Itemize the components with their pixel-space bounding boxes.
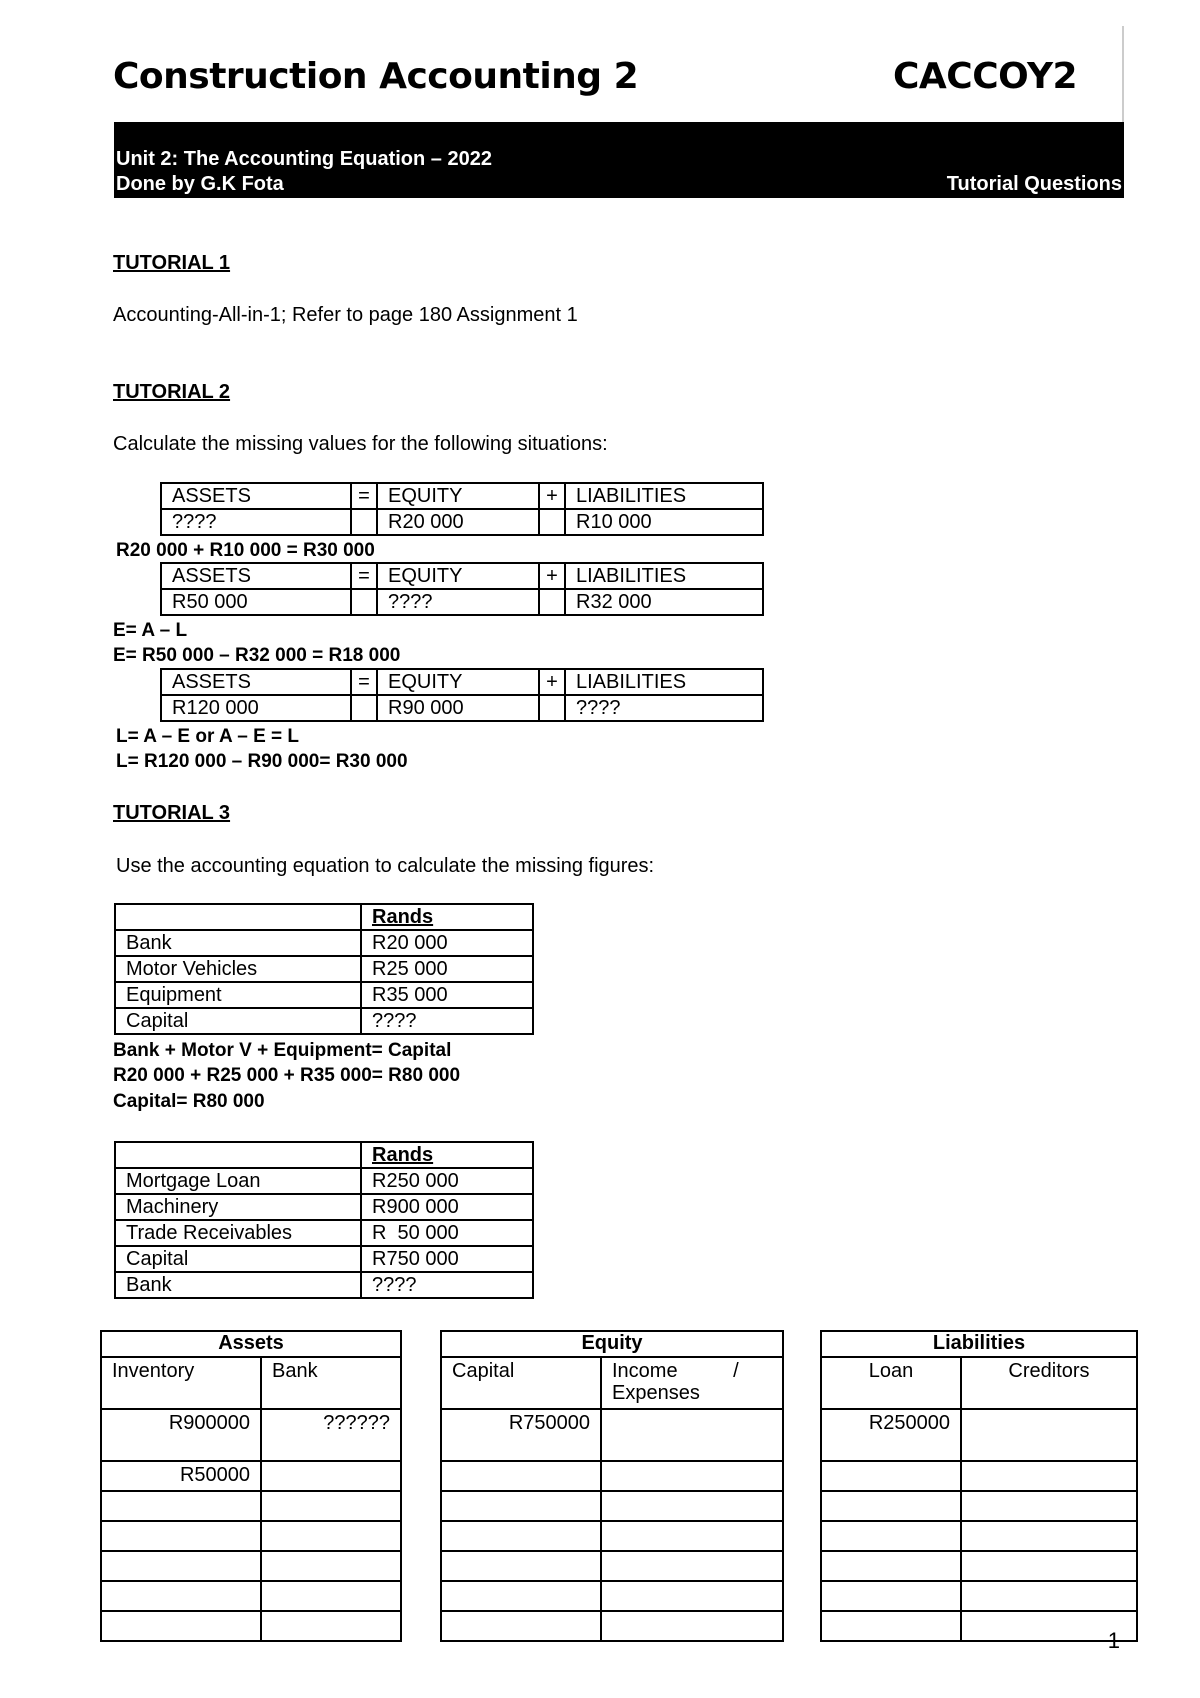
tutorial-2-intro: Calculate the missing values for the following situations: [113,433,608,455]
assets-value: R50 000 [161,589,351,615]
table-row: Motor Vehicles R25 000 [115,956,533,982]
liabilities-value: R32 000 [565,589,763,615]
assets-grid-title: Assets [101,1331,401,1357]
equals-sign: = [351,483,377,509]
table-row: Equipment R35 000 [115,982,533,1008]
equation-table-2 [160,562,764,616]
plus-sign: + [539,669,565,695]
document-title: Construction Accounting 2 [113,56,639,97]
table-row: Capital R750 000 [115,1246,533,1272]
tutorial-2-heading: TUTORIAL 2 [113,381,231,403]
answer-line: R20 000 + R25 000 + R35 000= R80 000 [113,1065,461,1086]
plus-sign: + [539,563,565,589]
liabilities-grid-title: Liabilities [821,1331,1137,1357]
assets-label: ASSETS [161,669,351,695]
equity-grid-title: Equity [441,1331,783,1357]
course-code: CACCOY2 [893,56,1078,97]
table-row: Trade Receivables R 50 000 [115,1220,533,1246]
equals-sign: = [351,669,377,695]
liabilities-value: R10 000 [565,509,763,535]
answer-line: L= R120 000 – R90 000= R30 000 [116,751,408,772]
equity-value: R20 000 [377,509,539,535]
equity-label: EQUITY [377,563,539,589]
assets-label: ASSETS [161,483,351,509]
equals-sign: = [351,563,377,589]
table-row: Bank R20 000 [115,930,533,956]
equity-grid: Equity Capital Income / Expenses R750000 [440,1330,784,1642]
liabilities-label: LIABILITIES [565,669,763,695]
answer-line: Bank + Motor V + Equipment= Capital [113,1040,452,1061]
liabilities-label: LIABILITIES [565,483,763,509]
tutorial-1-heading: TUTORIAL 1 [113,252,231,274]
equation-table-3 [160,668,764,722]
equity-label: EQUITY [377,483,539,509]
rands-header: Rands [361,1142,533,1168]
equity-value: ???? [377,589,539,615]
assets-grid: Assets Inventory Bank R900000 ?????? R50000 [100,1330,402,1642]
equation-table-1 [160,482,764,536]
liabilities-grid: Liabilities Loan Creditors R250000 [820,1330,1138,1642]
unit-title: Unit 2: The Accounting Equation – 2022 [116,148,492,170]
table-row: Bank ???? [115,1272,533,1298]
doc-type: Tutorial Questions [946,173,1122,195]
table-row: Mortgage Loan R250 000 [115,1168,533,1194]
answer-line: E= R50 000 – R32 000 = R18 000 [113,645,401,666]
tutorial-3-heading: TUTORIAL 3 [113,802,231,824]
page-number: 1 [1107,1628,1120,1653]
answer-line: R20 000 + R10 000 = R30 000 [116,540,375,561]
tutorial-3-intro: Use the accounting equation to calculate the missing figures: [116,855,655,877]
plus-sign: + [539,483,565,509]
answer-line: L= A – E or A – E = L [116,726,300,747]
assets-value: R120 000 [161,695,351,721]
liabilities-value: ???? [565,695,763,721]
equity-value: R90 000 [377,695,539,721]
rands-table-1 [114,903,534,1035]
table-row: Capital ???? [115,1008,533,1034]
answer-line: Capital= R80 000 [113,1091,265,1112]
assets-value: ???? [161,509,351,535]
rands-header: Rands [361,904,533,930]
table-row: Machinery R900 000 [115,1194,533,1220]
header-band [114,122,1124,198]
liabilities-label: LIABILITIES [565,563,763,589]
answer-line: E= A – L [113,620,188,641]
author: Done by G.K Fota [116,173,284,195]
header-divider [1122,26,1124,122]
equity-label: EQUITY [377,669,539,695]
rands-table-2 [114,1141,534,1299]
assets-label: ASSETS [161,563,351,589]
tutorial-1-text: Accounting-All-in-1; Refer to page 180 Assignment 1 [113,304,578,326]
